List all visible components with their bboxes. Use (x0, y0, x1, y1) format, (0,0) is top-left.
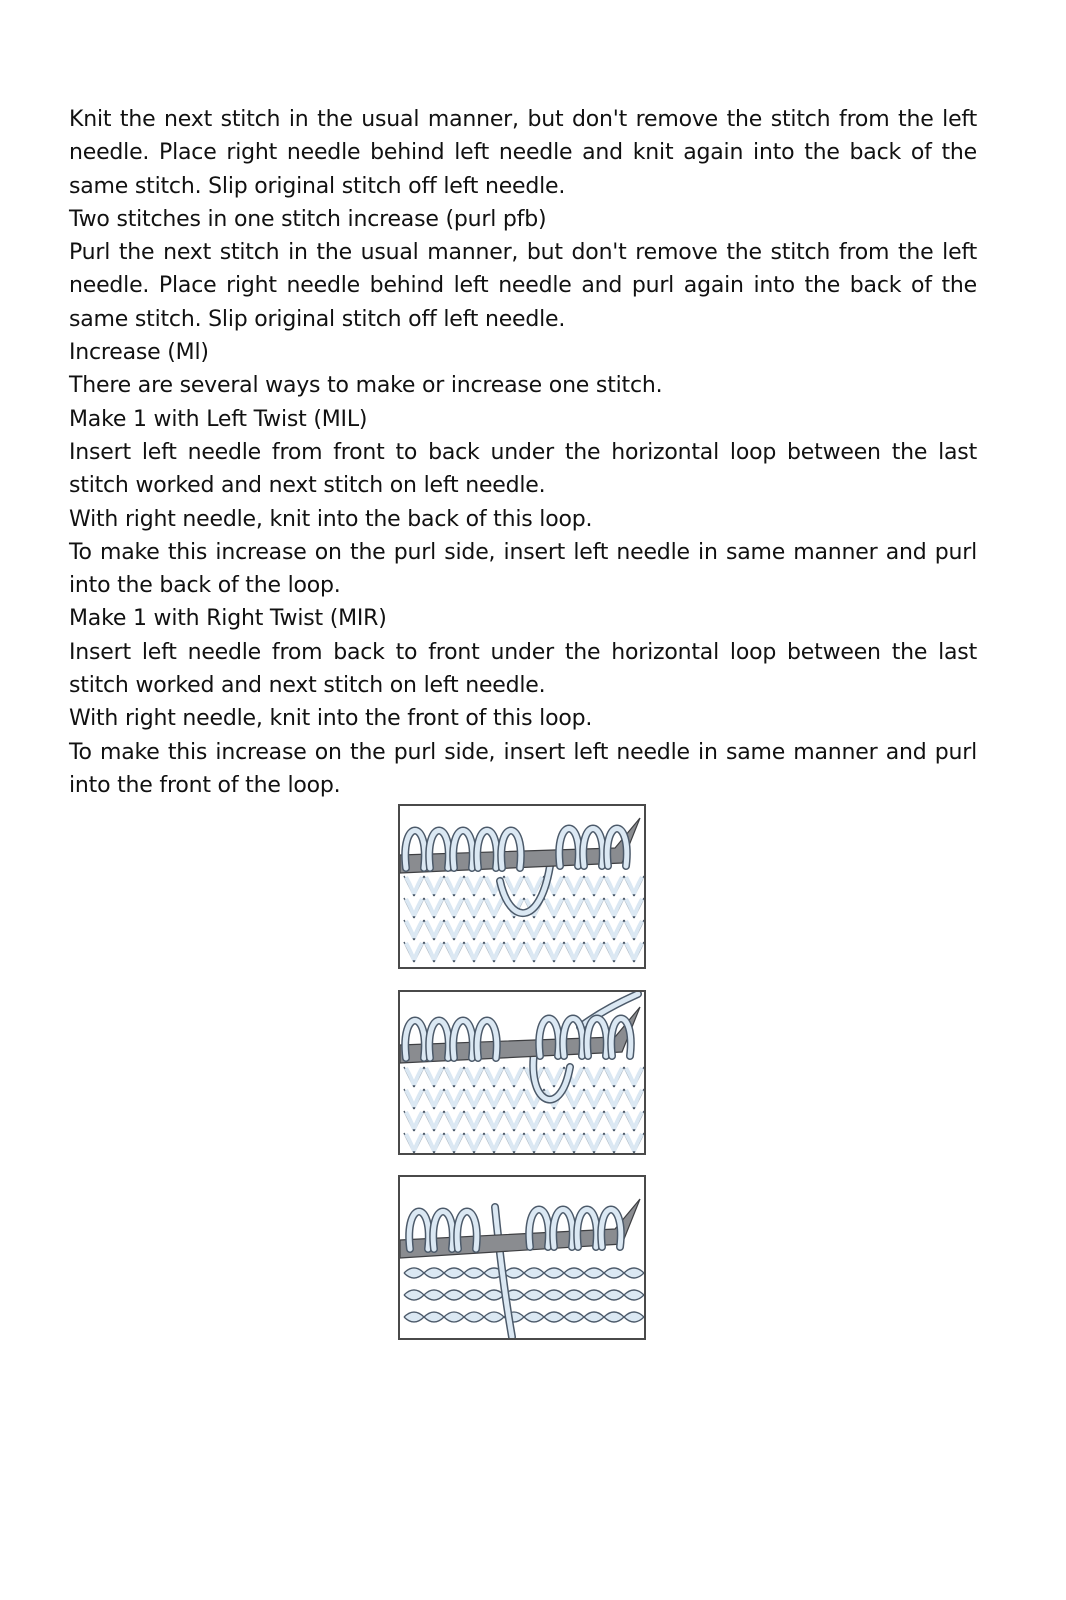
garter-bump (544, 1268, 564, 1278)
stitch-leg-fill (406, 1112, 422, 1129)
stitch-leg-fill (426, 1134, 442, 1151)
stitch-leg-fill (506, 1134, 522, 1151)
heading-purl-pfb: Two stitches in one stitch increase (purl pfb) (69, 206, 547, 232)
heading-increase-ml: Increase (Ml) (69, 340, 209, 366)
stitch-leg-fill (626, 1112, 642, 1129)
stitch-leg-fill (446, 1090, 462, 1107)
stitch-leg-fill (566, 943, 582, 960)
stitch-leg-fill (586, 1134, 602, 1151)
stitch-leg-fill (466, 921, 482, 938)
stitch-leg-fill (606, 943, 622, 960)
stitch-leg-fill (566, 921, 582, 938)
stitch-leg-fill (446, 943, 462, 960)
garter-bump (584, 1290, 604, 1300)
stitch-leg-fill (446, 1112, 462, 1129)
garter-bump (624, 1312, 644, 1322)
heading-make-1-right-twist: Make 1 with Right Twist (MIR) (69, 606, 387, 632)
stitch-leg-fill (566, 1090, 582, 1107)
heading-make-1-left-twist: Make 1 with Left Twist (MIL) (69, 406, 368, 432)
garter-bump (544, 1312, 564, 1322)
yarn-strand-fill (500, 866, 550, 913)
stitch-leg-fill (566, 1112, 582, 1129)
stitch-leg-fill (446, 1134, 462, 1151)
stitch-leg-fill (486, 921, 502, 938)
stitch-leg-fill (626, 899, 642, 916)
stitch-leg-fill (566, 899, 582, 916)
stitch-leg-fill (606, 1134, 622, 1151)
garter-bump (444, 1312, 464, 1322)
stitch-leg-fill (606, 877, 622, 894)
stitch-leg-fill (626, 1134, 642, 1151)
stitch-leg-fill (446, 921, 462, 938)
garter-bump (424, 1290, 444, 1300)
stitch-leg-fill (506, 1090, 522, 1107)
garter-bump (624, 1290, 644, 1300)
paragraph-mil-knit: With right needle, knit into the back of this loop. (69, 506, 593, 532)
stitch-leg-fill (406, 1090, 422, 1107)
stitch-leg-fill (466, 943, 482, 960)
stitch-leg-fill (466, 877, 482, 894)
stitch-leg-fill (526, 1134, 542, 1151)
stitch-leg-fill (606, 921, 622, 938)
paragraph-knit-front-back: Knit the next stitch in the usual manner, but don't remove the stitch from the left needle. Place right needle behind left needle and knit again into the back of the same stitch. Slip original stitch off left needle. (69, 107, 977, 199)
stitch-leg-fill (586, 943, 602, 960)
stitch-leg-fill (506, 877, 522, 894)
stitch-leg-fill (546, 899, 562, 916)
stitch-leg-fill (466, 1134, 482, 1151)
stitch-leg-fill (606, 1068, 622, 1085)
stitch-leg-fill (446, 1068, 462, 1085)
stitch-leg-fill (626, 1090, 642, 1107)
garter-bump (564, 1312, 584, 1322)
stitch-leg-fill (546, 1134, 562, 1151)
garter-bump (464, 1268, 484, 1278)
stitch-leg-fill (626, 943, 642, 960)
paragraph-mir-purl-side: To make this increase on the purl side, insert left needle in same manner and purl into the front of the loop. (69, 739, 977, 798)
paragraph-mir-insert: Insert left needle from back to front under the horizontal loop between the last stitch worked and next stitch on left needle. (69, 639, 977, 699)
garter-bump (524, 1290, 544, 1300)
stitch-leg-fill (406, 877, 422, 894)
stitch-leg-fill (466, 899, 482, 916)
stitch-leg-fill (586, 1112, 602, 1129)
stitch-leg-fill (406, 943, 422, 960)
stitch-leg-fill (446, 877, 462, 894)
stitch-leg-fill (486, 1068, 502, 1085)
garter-bump (604, 1290, 624, 1300)
garter-increase-illustration (398, 1175, 646, 1340)
garter-bump (444, 1290, 464, 1300)
paragraph-mil-purl-side: To make this increase on the purl side, insert left needle in same manner and purl into the back of the loop. (69, 539, 977, 599)
stitch-leg-fill (426, 877, 442, 894)
garter-bump (624, 1268, 644, 1278)
stitch-leg-fill (586, 1068, 602, 1085)
stitch-leg-fill (606, 899, 622, 916)
stitch-leg-fill (466, 1068, 482, 1085)
garter-bump (564, 1268, 584, 1278)
stitch-leg-fill (406, 1134, 422, 1151)
stitch-leg-fill (406, 1068, 422, 1085)
stitch-leg-fill (486, 899, 502, 916)
stitch-leg-fill (586, 1090, 602, 1107)
stitch-leg-fill (586, 921, 602, 938)
garter-bump (464, 1290, 484, 1300)
garter-bump (604, 1312, 624, 1322)
stitch-leg-fill (546, 1068, 562, 1085)
stitch-leg-fill (586, 877, 602, 894)
garter-bump (424, 1312, 444, 1322)
garter-bump (404, 1268, 424, 1278)
garter-bump (444, 1268, 464, 1278)
stitch-leg-fill (486, 1090, 502, 1107)
stitch-leg-fill (486, 943, 502, 960)
paragraph-mir-knit: With right needle, knit into the front of this loop. (69, 706, 593, 732)
stitch-leg-fill (566, 1134, 582, 1151)
stitch-leg-fill (466, 1112, 482, 1129)
stitch-leg-fill (546, 921, 562, 938)
garter-bump (584, 1312, 604, 1322)
garter-bump (404, 1312, 424, 1322)
knit-increase-illustration (398, 804, 646, 969)
stitch-leg-fill (426, 1090, 442, 1107)
garter-bump (584, 1268, 604, 1278)
stitch-leg-fill (426, 899, 442, 916)
stitch-leg-fill (586, 899, 602, 916)
garter-bump (484, 1312, 504, 1322)
stitch-leg-fill (506, 1112, 522, 1129)
stitch-leg-fill (446, 899, 462, 916)
stitch-leg-fill (426, 1068, 442, 1085)
paragraph-purl-front-back: Purl the next stitch in the usual manner, but don't remove the stitch from the left needle. Place right needle behind left needle and purl again into the back of the same stitch. Slip original stitch off left needle. (69, 240, 977, 332)
garter-bump (424, 1268, 444, 1278)
stitch-leg-fill (626, 1068, 642, 1085)
garter-bump (604, 1268, 624, 1278)
stitch-leg-fill (506, 943, 522, 960)
garter-bump (524, 1268, 544, 1278)
stitch-leg-fill (506, 921, 522, 938)
stitch-leg-fill (526, 1112, 542, 1129)
stitch-leg-fill (566, 877, 582, 894)
stitch-leg-fill (406, 921, 422, 938)
stitch-leg-fill (526, 943, 542, 960)
stitch-leg-fill (606, 1090, 622, 1107)
stitch-leg-fill (606, 1112, 622, 1129)
knitting-diagram-purl-increase-icon (400, 992, 644, 1153)
stitch-leg-fill (546, 1112, 562, 1129)
knitting-diagram-garter-increase-icon (400, 1177, 644, 1338)
garter-bump (564, 1290, 584, 1300)
stitch-leg-fill (526, 921, 542, 938)
stitch-leg-fill (426, 921, 442, 938)
purl-increase-illustration (398, 990, 646, 1155)
garter-bump (524, 1312, 544, 1322)
stitch-leg-fill (626, 877, 642, 894)
paragraph-mil-insert: Insert left needle from front to back under the horizontal loop between the last stitch worked and next stitch on left needle. (69, 439, 977, 499)
stitch-leg-fill (426, 943, 442, 960)
garter-bump (404, 1290, 424, 1300)
stitch-leg-fill (426, 1112, 442, 1129)
garter-bump (464, 1312, 484, 1322)
stitch-leg-fill (406, 899, 422, 916)
stitch-leg-fill (506, 1068, 522, 1085)
paragraph-several-ways: There are several ways to make or increase one stitch. (69, 373, 663, 399)
garter-bump (544, 1290, 564, 1300)
instruction-text (69, 103, 977, 802)
stitch-leg-fill (626, 921, 642, 938)
stitch-leg-fill (466, 1090, 482, 1107)
stitch-leg-fill (546, 943, 562, 960)
stitch-leg-fill (486, 1134, 502, 1151)
knitting-diagram-knit-increase-icon (400, 806, 644, 967)
garter-bump (504, 1268, 524, 1278)
stitch-leg-fill (486, 1112, 502, 1129)
